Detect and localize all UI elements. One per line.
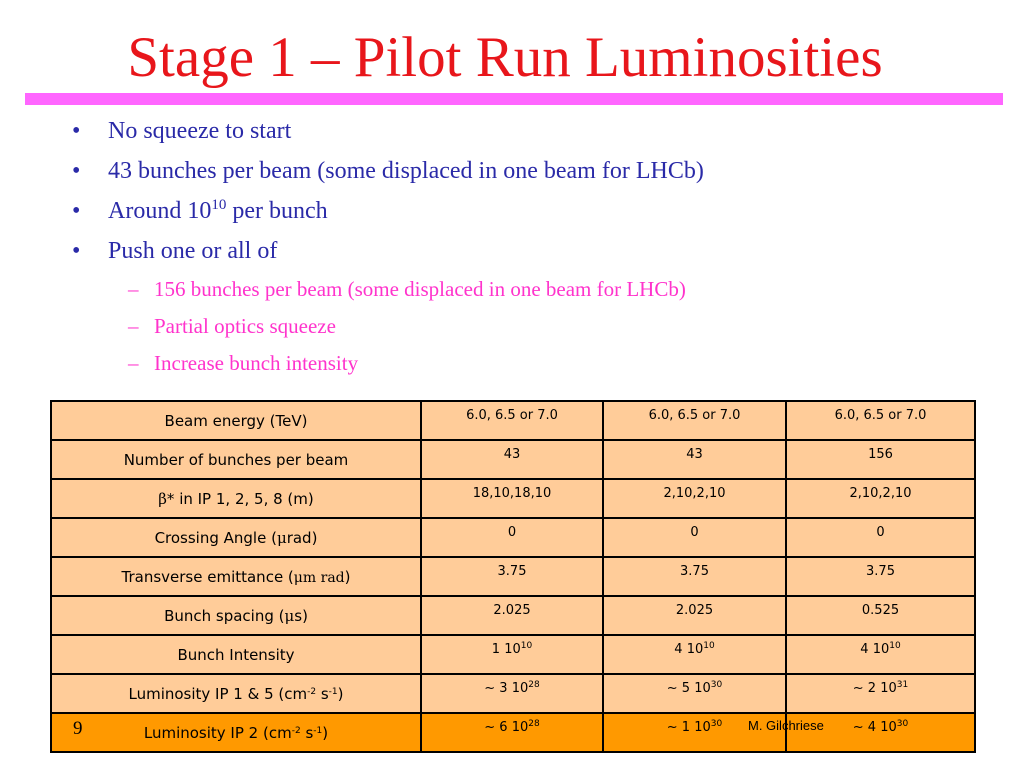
row-label: Beam energy (TeV) xyxy=(51,401,421,440)
bullet-marker: • xyxy=(72,198,81,224)
table-cell: ~ 1 $10^{30}$ xyxy=(603,713,786,752)
bullet-text: Around 10 xyxy=(108,198,212,224)
sub-bullet-list xyxy=(128,271,972,382)
table-row xyxy=(51,518,975,557)
table-cell: 156 xyxy=(786,440,975,479)
sub-bullet-text: Partial optics squeeze xyxy=(154,314,336,338)
table-cell: 6.0, 6.5 or 7.0 xyxy=(786,401,975,440)
slide-title: Stage 1 – Pilot Run Luminosities xyxy=(127,26,883,89)
row-label: Luminosity IP 2 ($cm^{-2}$ $s^{-1}$) xyxy=(51,713,421,752)
table-cell: 2.025 xyxy=(603,596,786,635)
table-cell: 0 xyxy=(421,518,603,557)
sub-bullet-item xyxy=(128,271,972,308)
table-row xyxy=(51,674,975,713)
row-label: Transverse emittance (μm rad) xyxy=(51,557,421,596)
table-cell: 4 $10^{10}$ xyxy=(786,635,975,674)
table-cell: 3.75 xyxy=(603,557,786,596)
bullet-item xyxy=(72,191,972,231)
unit-symbol: μm rad xyxy=(293,569,345,586)
table-cell: ~ 6 $10^{28}$ xyxy=(421,713,603,752)
luminosity-table xyxy=(50,400,976,753)
sub-bullet-text: 156 bunches per beam (some displaced in one beam for LHCb) xyxy=(154,277,686,301)
row-label: Luminosity IP 1 & 5 ($cm^{-2}$ $s^{-1}$) xyxy=(51,674,421,713)
table-cell: 6.0, 6.5 or 7.0 xyxy=(421,401,603,440)
table-row xyxy=(51,401,975,440)
row-label: Bunch spacing (μs) xyxy=(51,596,421,635)
title-divider xyxy=(25,93,1003,105)
bullet-exponent: 10 xyxy=(211,197,227,213)
table-cell: 2.025 xyxy=(421,596,603,635)
beta-symbol: β xyxy=(158,489,167,508)
bullet-marker: • xyxy=(72,118,81,144)
table-cell: 6.0, 6.5 or 7.0 xyxy=(603,401,786,440)
table-cell: ~ 3 $10^{28}$ xyxy=(421,674,603,713)
table-cell: 3.75 xyxy=(786,557,975,596)
page-number: 9 xyxy=(73,718,83,739)
bullet-item xyxy=(72,151,972,191)
bullet-text: per bunch xyxy=(226,198,328,224)
bullet-text: No squeeze to start xyxy=(108,118,292,144)
row-label: Crossing Angle (μrad) xyxy=(51,518,421,557)
sub-bullet-marker: – xyxy=(128,351,139,375)
author-footer: M. Gilchriese xyxy=(748,718,824,733)
table-cell: 1 $10^{10}$ xyxy=(421,635,603,674)
table-cell: 0 xyxy=(603,518,786,557)
bullet-marker: • xyxy=(72,158,81,184)
sub-bullet-marker: – xyxy=(128,277,139,301)
table-cell: 0.525 xyxy=(786,596,975,635)
row-label: Number of bunches per beam xyxy=(51,440,421,479)
sub-bullet-marker: – xyxy=(128,314,139,338)
sub-bullet-text: Increase bunch intensity xyxy=(154,351,359,375)
table-cell: ~ 5 $10^{30}$ xyxy=(603,674,786,713)
sub-bullet-item xyxy=(128,308,972,345)
table-row xyxy=(51,635,975,674)
bullet-item xyxy=(72,111,972,151)
table-cell: 43 xyxy=(421,440,603,479)
bullet-text: Push one or all of xyxy=(108,238,278,264)
row-label: Bunch Intensity xyxy=(51,635,421,674)
table-cell: 2,10,2,10 xyxy=(603,479,786,518)
table-cell: 18,10,18,10 xyxy=(421,479,603,518)
table-cell: ~ 2 $10^{31}$ xyxy=(786,674,975,713)
table-row xyxy=(51,440,975,479)
row-label: β* in IP 1, 2, 5, 8 (m) xyxy=(51,479,421,518)
mu-symbol: μ xyxy=(276,528,287,547)
table-cell: 3.75 xyxy=(421,557,603,596)
sub-bullet-item xyxy=(128,345,972,382)
table-cell: 43 xyxy=(603,440,786,479)
mu-symbol: μ xyxy=(284,606,295,625)
table-cell: 2,10,2,10 xyxy=(786,479,975,518)
table-cell: 4 $10^{10}$ xyxy=(603,635,786,674)
bullet-marker: • xyxy=(72,238,81,264)
table-row-highlighted xyxy=(51,713,975,752)
table-cell: 0 xyxy=(786,518,975,557)
bullet-text: 43 bunches per beam (some displaced in one beam for LHCb) xyxy=(108,158,704,184)
table-row xyxy=(51,479,975,518)
table-row xyxy=(51,557,975,596)
table-cell: ~ 4 $10^{30}$ xyxy=(786,713,975,752)
table-row xyxy=(51,596,975,635)
bullet-item xyxy=(72,231,972,382)
bullet-list xyxy=(72,111,972,382)
